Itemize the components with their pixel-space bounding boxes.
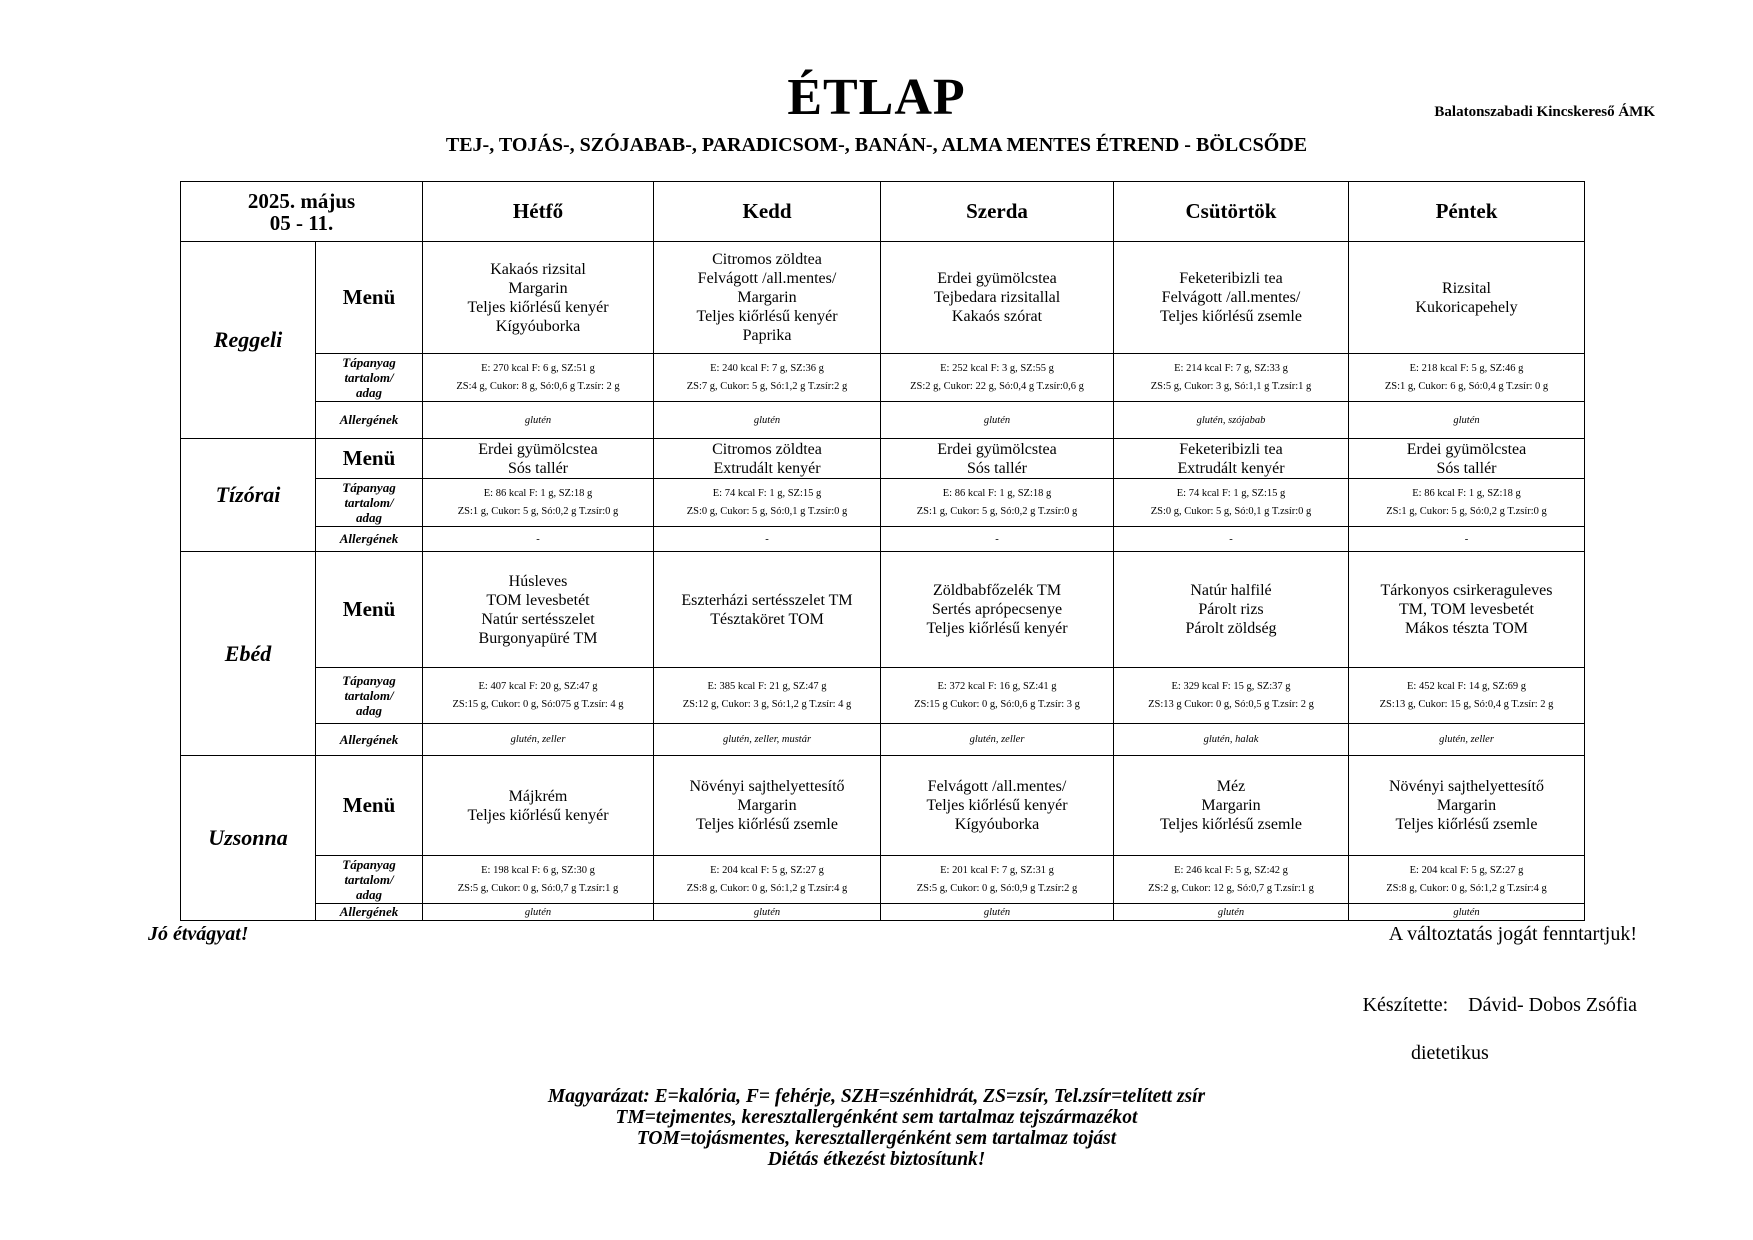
menu-cell	[654, 756, 881, 856]
author-title: dietetikus	[1411, 1042, 1489, 1064]
menu-item: Citromos zöldtea	[712, 251, 822, 268]
menu-cell	[423, 756, 654, 856]
nutrition-line: E: 407 kcal F: 20 g, SZ:47 g	[478, 680, 598, 692]
menu-item: Eszterházi sertésszelet TM	[681, 591, 853, 609]
nutrition-cell	[881, 668, 1114, 724]
menu-cell	[654, 242, 881, 354]
menu-item: Teljes kiőrlésű zsemle	[1160, 816, 1302, 833]
nutrition-cell	[654, 479, 881, 527]
allergen-cell: glutén	[654, 402, 881, 439]
nutrition-line: E: 201 kcal F: 7 g, SZ:31 g	[940, 864, 1054, 876]
nutrition-line: ZS:2 g, Cukor: 12 g, Só:0,7 g T.zsír:1 g	[1148, 882, 1314, 894]
row-label-nutrition-line: Tápanyag	[342, 673, 396, 688]
menu-item: Teljes kiőrlésű zsemle	[1160, 308, 1302, 325]
row-label-nutrition	[316, 668, 423, 724]
nutrition-cell	[423, 354, 654, 402]
menu-item: Kakaós rizsital	[490, 260, 586, 278]
menu-cell	[1349, 242, 1585, 354]
allergen-cell: glutén, halak	[1114, 724, 1349, 756]
nutrition-cell	[1114, 668, 1349, 724]
menu-item: Teljes kiőrlésű kenyér	[467, 298, 609, 316]
row-label-nutrition-line: tartalom/	[344, 495, 394, 510]
menu-item: Feketeribizli tea	[1179, 270, 1283, 287]
menu-item: Párolt rizs	[1198, 601, 1264, 618]
allergen-cell: glutén	[654, 904, 881, 921]
table-header-row	[181, 182, 1585, 242]
nutrition-line: E: 74 kcal F: 1 g, SZ:15 g	[712, 487, 822, 499]
menu-item: Sertés aprópecsenye	[931, 601, 1063, 618]
menu-cell	[1114, 439, 1349, 479]
meal-name-cell: Reggeli	[181, 242, 316, 439]
menu-item: Méz	[1216, 778, 1246, 795]
nutrition-line: E: 218 kcal F: 5 g, SZ:46 g	[1409, 362, 1524, 374]
nutrition-line: ZS:13 g, Cukor: 15 g, Só:0,4 g T.zsír: 2 g	[1379, 698, 1554, 710]
date-range-cell	[181, 182, 423, 242]
meal-allergen-row	[181, 402, 1585, 439]
page-title: ÉTLAP	[787, 69, 966, 126]
weekly-menu-table	[180, 181, 1585, 921]
row-label-nutrition-line: tartalom/	[344, 370, 394, 385]
nutrition-line: ZS:4 g, Cukor: 8 g, Só:0,6 g T.zsír: 2 g	[456, 380, 620, 392]
author-name: Dávid- Dobos Zsófia	[1468, 994, 1637, 1016]
allergen-cell: -	[1349, 527, 1585, 552]
row-label-nutrition	[316, 354, 423, 402]
nutrition-cell	[1349, 856, 1585, 904]
row-label-nutrition-line: adag	[356, 887, 382, 902]
nutrition-cell	[881, 479, 1114, 527]
nutrition-line: ZS:0 g, Cukor: 5 g, Só:0,1 g T.zsír:0 g	[686, 505, 848, 517]
day-header: Csütörtök	[1114, 182, 1349, 242]
nutrition-cell	[654, 354, 881, 402]
row-label-nutrition	[316, 856, 423, 904]
menu-item: Húsleves	[508, 572, 568, 590]
row-label-nutrition-line: tartalom/	[344, 688, 394, 703]
menu-cell	[1349, 552, 1585, 668]
row-label-allergens: Allergének	[316, 527, 423, 552]
allergen-cell: -	[423, 527, 654, 552]
author-label: Készítette:	[1362, 994, 1449, 1016]
nutrition-cell	[654, 668, 881, 724]
menu-item: Margarin	[737, 797, 797, 814]
nutrition-line: ZS:1 g, Cukor: 5 g, Só:0,2 g T.zsír:0 g	[1386, 505, 1547, 517]
nutrition-line: E: 246 kcal F: 5 g, SZ:42 g	[1174, 864, 1288, 876]
menu-item: Növényi sajthelyettesítő	[689, 778, 845, 795]
menu-item: Erdei gyümölcstea	[478, 440, 598, 458]
meal-nutrition-row	[181, 856, 1585, 904]
menu-item: Teljes kiőrlésű kenyér	[696, 308, 838, 325]
row-label-nutrition-line: tartalom/	[344, 872, 394, 887]
nutrition-line: E: 452 kcal F: 14 g, SZ:69 g	[1407, 680, 1526, 692]
menu-item: Tárkonyos csirkeraguleves	[1380, 582, 1553, 599]
nutrition-line: ZS:5 g, Cukor: 3 g, Só:1,1 g T.zsír:1 g	[1150, 380, 1312, 392]
day-header: Kedd	[654, 182, 881, 242]
allergen-cell: glutén	[423, 402, 654, 439]
menu-item: Feketeribizli tea	[1179, 440, 1283, 458]
nutrition-cell	[423, 668, 654, 724]
nutrition-line: E: 240 kcal F: 7 g, SZ:36 g	[710, 362, 824, 374]
nutrition-cell	[1114, 479, 1349, 527]
nutrition-line: ZS:8 g, Cukor: 0 g, Só:1,2 g T.zsír:4 g	[686, 882, 848, 894]
allergen-cell: -	[654, 527, 881, 552]
nutrition-line: ZS:1 g, Cukor: 6 g, Só:0,4 g T.zsír: 0 g	[1384, 380, 1549, 392]
allergen-cell: glutén, zeller	[1349, 724, 1585, 756]
nutrition-line: ZS:13 g Cukor: 0 g, Só:0,5 g T.zsír: 2 g	[1148, 698, 1314, 710]
meal-allergen-row	[181, 527, 1585, 552]
date-month: 2025. május	[247, 188, 356, 213]
bon-appetit-text: Jó étvágyat!	[148, 923, 249, 945]
allergen-cell: glutén, zeller, mustár	[654, 724, 881, 756]
nutrition-line: E: 86 kcal F: 1 g, SZ:18 g	[942, 487, 1052, 499]
menu-item: Májkrém	[508, 787, 568, 805]
nutrition-cell	[654, 856, 881, 904]
menu-cell	[881, 439, 1114, 479]
row-label-menu: Menü	[316, 439, 423, 479]
nutrition-line: ZS:1 g, Cukor: 5 g, Só:0,2 g T.zsír:0 g	[916, 505, 1078, 517]
allergen-cell: glutén	[1114, 904, 1349, 921]
allergen-cell: glutén	[881, 402, 1114, 439]
menu-item: Sós tallér	[1436, 459, 1497, 477]
row-label-nutrition	[316, 479, 423, 527]
menu-cell	[881, 552, 1114, 668]
menu-item: Natúr halfilé	[1190, 582, 1272, 599]
nutrition-line: E: 74 kcal F: 1 g, SZ:15 g	[1176, 487, 1286, 499]
meal-name-cell: Uzsonna	[181, 756, 316, 921]
menu-item: Zöldbabfőzelék TM	[932, 582, 1062, 599]
nutrition-line: E: 270 kcal F: 6 g, SZ:51 g	[481, 362, 595, 374]
menu-item: Burgonyapüré TM	[478, 629, 598, 647]
menu-cell	[423, 552, 654, 668]
legend-line: TOM=tojásmentes, keresztallergénként sem tartalmaz tojást	[636, 1128, 1117, 1149]
menu-item: Rizsital	[1442, 279, 1491, 297]
nutrition-cell	[423, 856, 654, 904]
nutrition-line: ZS:5 g, Cukor: 0 g, Só:0,9 g T.zsír:2 g	[916, 882, 1078, 894]
day-header: Szerda	[881, 182, 1114, 242]
meal-name-cell: Ebéd	[181, 552, 316, 756]
allergen-cell: glutén, zeller	[881, 724, 1114, 756]
allergen-cell: glutén	[423, 904, 654, 921]
row-label-nutrition-line: Tápanyag	[342, 355, 396, 370]
meal-allergen-row	[181, 904, 1585, 921]
menu-item: TM, TOM levesbetét	[1399, 601, 1534, 618]
nutrition-line: E: 372 kcal F: 16 g, SZ:41 g	[937, 680, 1057, 692]
allergen-cell: glutén	[881, 904, 1114, 921]
menu-item: Teljes kiőrlésű kenyér	[467, 806, 609, 824]
menu-cell	[1114, 242, 1349, 354]
menu-item: Teljes kiőrlésű kenyér	[926, 797, 1068, 814]
legend	[0, 1086, 1753, 1170]
meal-menu-row	[181, 242, 1585, 354]
legend-line: Diétás étkezést biztosítunk!	[767, 1149, 986, 1170]
menu-item: Margarin	[508, 279, 568, 297]
nutrition-line: ZS:0 g, Cukor: 5 g, Só:0,1 g T.zsír:0 g	[1150, 505, 1312, 517]
menu-item: Erdei gyümölcstea	[937, 440, 1057, 458]
page-subtitle: TEJ-, TOJÁS-, SZÓJABAB-, PARADICSOM-, BANÁN-, ALMA MENTES ÉTREND - BÖLCSŐDE	[445, 134, 1308, 156]
menu-item: Kígyóuborka	[495, 317, 581, 335]
allergen-cell: glutén, zeller	[423, 724, 654, 756]
allergen-cell: -	[881, 527, 1114, 552]
menu-item: Felvágott /all.mentes/	[697, 270, 837, 287]
nutrition-line: E: 385 kcal F: 21 g, SZ:47 g	[707, 680, 827, 692]
menu-item: Citromos zöldtea	[712, 440, 822, 458]
meal-allergen-row	[181, 724, 1585, 756]
menu-item: Növényi sajthelyettesítő	[1388, 778, 1545, 795]
author-line	[1363, 994, 1637, 1017]
menu-item: Teljes kiőrlésű kenyér	[926, 620, 1068, 637]
legend-line: Magyarázat: E=kalória, F= fehérje, SZH=szénhidrát, ZS=zsír, Tel.zsír=telített zsír	[547, 1086, 1206, 1107]
menu-cell	[881, 242, 1114, 354]
day-header: Hétfő	[423, 182, 654, 242]
menu-item: Felvágott /all.mentes/	[927, 778, 1067, 795]
row-label-nutrition-line: adag	[356, 703, 382, 718]
menu-item: Mákos tészta TOM	[1405, 620, 1528, 637]
nutrition-cell	[1349, 668, 1585, 724]
menu-item: Teljes kiőrlésű zsemle	[1395, 816, 1538, 833]
nutrition-cell	[881, 354, 1114, 402]
menu-item: Sós tallér	[967, 459, 1027, 477]
nutrition-line: E: 204 kcal F: 5 g, SZ:27 g	[1409, 864, 1524, 876]
nutrition-cell	[1114, 856, 1349, 904]
meal-nutrition-row	[181, 668, 1585, 724]
row-label-nutrition-line: Tápanyag	[342, 857, 396, 872]
menu-item: Kígyóuborka	[954, 816, 1040, 833]
nutrition-cell	[423, 479, 654, 527]
menu-item: Tésztaköret TOM	[710, 610, 824, 628]
menu-item: Margarin	[737, 289, 797, 306]
menu-item: Teljes kiőrlésű zsemle	[696, 816, 838, 833]
nutrition-line: ZS:7 g, Cukor: 5 g, Só:1,2 g T.zsír:2 g	[686, 380, 848, 392]
allergen-cell: glutén, szójabab	[1114, 402, 1349, 439]
meal-menu-row	[181, 439, 1585, 479]
meal-nutrition-row	[181, 354, 1585, 402]
nutrition-line: E: 204 kcal F: 5 g, SZ:27 g	[710, 864, 824, 876]
menu-item: Sós tallér	[508, 459, 568, 477]
menu-cell	[423, 439, 654, 479]
nutrition-line: ZS:8 g, Cukor: 0 g, Só:1,2 g T.zsír:4 g	[1386, 882, 1547, 894]
date-days: 05 - 11.	[269, 210, 334, 235]
menu-item: Erdei gyümölcstea	[937, 270, 1057, 287]
row-label-nutrition-line: adag	[356, 510, 382, 525]
meal-name-cell: Tízórai	[181, 439, 316, 552]
nutrition-cell	[1349, 479, 1585, 527]
legend-line: TM=tejmentes, keresztallergénként sem tartalmaz tejszármazékot	[615, 1107, 1138, 1128]
meal-nutrition-row	[181, 479, 1585, 527]
menu-item: Tejbedara rizsitallal	[933, 289, 1061, 306]
nutrition-line: ZS:15 g Cukor: 0 g, Só:0,6 g T.zsír: 3 g	[914, 698, 1080, 710]
menu-cell	[423, 242, 654, 354]
organization-name: Balatonszabadi Kincskereső ÁMK	[1434, 104, 1655, 120]
row-label-allergens: Allergének	[316, 402, 423, 439]
menu-item: Extrudált kenyér	[713, 459, 821, 477]
menu-cell	[654, 552, 881, 668]
nutrition-cell	[1349, 354, 1585, 402]
disclaimer-text: A változtatás jogát fenntartjuk!	[1388, 923, 1637, 945]
menu-item: Felvágott /all.mentes/	[1161, 289, 1301, 306]
nutrition-line: ZS:12 g, Cukor: 3 g, Só:1,2 g T.zsír: 4 g	[682, 698, 852, 710]
menu-item: Natúr sertésszelet	[481, 610, 595, 628]
row-label-menu: Menü	[316, 242, 423, 354]
nutrition-line: E: 329 kcal F: 15 g, SZ:37 g	[1171, 680, 1291, 692]
allergen-cell: glutén	[1349, 402, 1585, 439]
allergen-cell: glutén	[1349, 904, 1585, 921]
day-header: Péntek	[1349, 182, 1585, 242]
menu-item: Kakaós szórat	[951, 308, 1043, 325]
nutrition-line: E: 214 kcal F: 7 g, SZ:33 g	[1174, 362, 1288, 374]
row-label-allergens: Allergének	[316, 904, 423, 921]
allergen-cell: -	[1114, 527, 1349, 552]
menu-item: Extrudált kenyér	[1177, 459, 1285, 477]
menu-cell	[1349, 439, 1585, 479]
nutrition-line: E: 86 kcal F: 1 g, SZ:18 g	[483, 487, 593, 499]
menu-item: Kukoricapehely	[1415, 298, 1518, 316]
nutrition-line: ZS:5 g, Cukor: 0 g, Só:0,7 g T.zsír:1 g	[457, 882, 619, 894]
menu-cell	[1349, 756, 1585, 856]
menu-cell	[881, 756, 1114, 856]
nutrition-line: ZS:1 g, Cukor: 5 g, Só:0,2 g T.zsír:0 g	[457, 505, 619, 517]
row-label-menu: Menü	[316, 756, 423, 856]
nutrition-cell	[1114, 354, 1349, 402]
nutrition-line: ZS:2 g, Cukor: 22 g, Só:0,4 g T.zsír:0,6 g	[910, 380, 1084, 392]
meal-menu-row	[181, 756, 1585, 856]
row-label-allergens: Allergének	[316, 724, 423, 756]
nutrition-cell	[881, 856, 1114, 904]
nutrition-line: E: 86 kcal F: 1 g, SZ:18 g	[1412, 487, 1521, 499]
row-label-menu: Menü	[316, 552, 423, 668]
menu-item: TOM levesbetét	[486, 591, 590, 609]
meal-menu-row	[181, 552, 1585, 668]
menu-cell	[654, 439, 881, 479]
nutrition-line: E: 198 kcal F: 6 g, SZ:30 g	[481, 864, 595, 876]
menu-item: Margarin	[1201, 797, 1261, 814]
menu-item: Párolt zöldség	[1185, 620, 1277, 637]
menu-cell	[1114, 756, 1349, 856]
menu-item: Margarin	[1436, 797, 1497, 814]
nutrition-line: ZS:15 g, Cukor: 0 g, Só:075 g T.zsír: 4 g	[452, 698, 624, 710]
menu-cell	[1114, 552, 1349, 668]
nutrition-line: E: 252 kcal F: 3 g, SZ:55 g	[940, 362, 1054, 374]
menu-item: Erdei gyümölcstea	[1406, 440, 1527, 458]
row-label-nutrition-line: Tápanyag	[342, 480, 396, 495]
row-label-nutrition-line: adag	[356, 385, 382, 400]
menu-item: Paprika	[742, 327, 792, 344]
